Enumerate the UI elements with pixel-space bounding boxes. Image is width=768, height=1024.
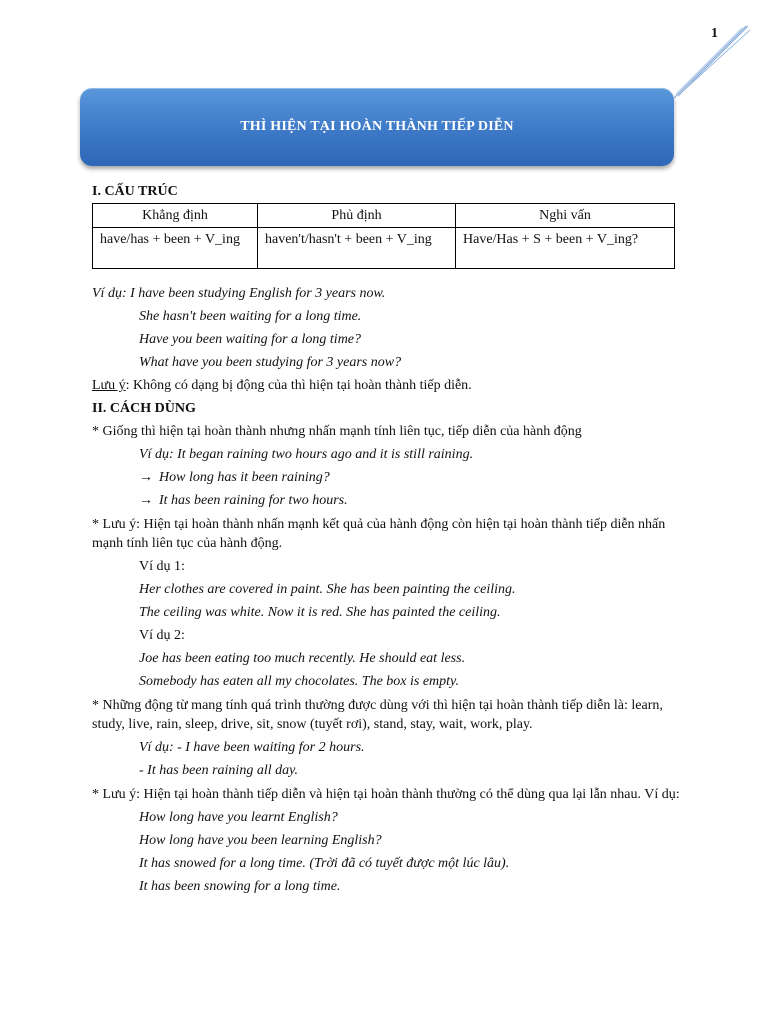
example-line: It has snowed for a long time. (Trời đã có tuyết được một lúc lâu). [139,856,510,871]
example-line [92,282,682,305]
table-cell: haven't/hasn't + been + V_ing [258,228,456,269]
example-prefix: Ví dụ: [92,286,127,301]
corner-decoration [672,22,752,102]
example-label: Ví dụ 1: [139,559,185,574]
note-paragraph: * Lưu ý: Hiện tại hoàn thành tiếp diễn và hiện tại hoàn thành thường có thể dùng qua lại lẫn nhau. Ví dụ: [92,787,680,802]
structure-table [92,203,675,269]
example-line: Ví dụ: It began raining two hours ago and it is still raining. [139,447,474,462]
section-heading-usage: II. CÁCH DÙNG [92,401,196,416]
title-banner [80,88,674,166]
table-header-row [93,204,675,228]
example-text: How long has it been raining? [159,470,330,485]
example-line: What have you been studying for 3 years now? [139,355,402,370]
note-label: Lưu ý [92,378,126,393]
note-text: : Không có dạng bị động của thì hiện tại hoàn thành tiếp diễn. [125,378,472,393]
page-title: THÌ HIỆN TẠI HOÀN THÀNH TIẾP DIỄN [240,119,514,134]
example-line [92,466,682,489]
example-line: How long have you been learning English? [139,833,382,848]
document-body [92,182,682,898]
example-text: I have been studying English for 3 years now. [130,286,386,301]
table-header: Khẳng định [93,204,258,228]
table-cell: have/has + been + V_ing [93,228,258,269]
page-number: 1 [711,26,718,41]
example-line: How long have you learnt English? [139,810,338,825]
example-line: She hasn't been waiting for a long time. [139,309,362,324]
table-header: Phủ định [258,204,456,228]
table-cell: Have/Has + S + been + V_ing? [456,228,675,269]
usage-line: * Giống thì hiện tại hoàn thành nhưng nhấn mạnh tính liên tục, tiếp diễn của hành động [92,424,582,439]
example-line: Ví dụ: - I have been waiting for 2 hours. [139,740,365,755]
arrow-icon: → [139,493,153,508]
example-line: The ceiling was white. Now it is red. She has painted the ceiling. [139,605,501,620]
arrow-icon: → [139,470,153,485]
table-header: Nghi vấn [456,204,675,228]
example-line [92,489,682,512]
example-line: Her clothes are covered in paint. She has been painting the ceiling. [139,582,516,597]
example-line: Joe has been eating too much recently. He should eat less. [139,651,466,666]
note-line [92,374,682,397]
example-text: It has been raining for two hours. [159,493,348,508]
note-paragraph: * Lưu ý: Hiện tại hoàn thành nhấn mạnh kết quả của hành động còn hiện tại hoàn thành tiếp diễn nhấn mạnh tính liên tục của hành động. [92,517,666,551]
example-line: Somebody has eaten all my chocolates. The box is empty. [139,674,459,689]
section-heading-structure: I. CẤU TRÚC [92,184,178,199]
verbs-paragraph: * Những động từ mang tính quá trình thường được dùng với thì hiện tại hoàn thành tiếp diễn là: learn, study, live, rain, sleep, drive, sit, snow (tuyết rơi), stand, stay, wait, work, play. [92,698,663,732]
example-label: Ví dụ 2: [139,628,185,643]
example-line: It has been snowing for a long time. [139,879,341,894]
example-line: - It has been raining all day. [139,763,299,778]
example-line: Have you been waiting for a long time? [139,332,362,347]
table-row [93,228,675,269]
